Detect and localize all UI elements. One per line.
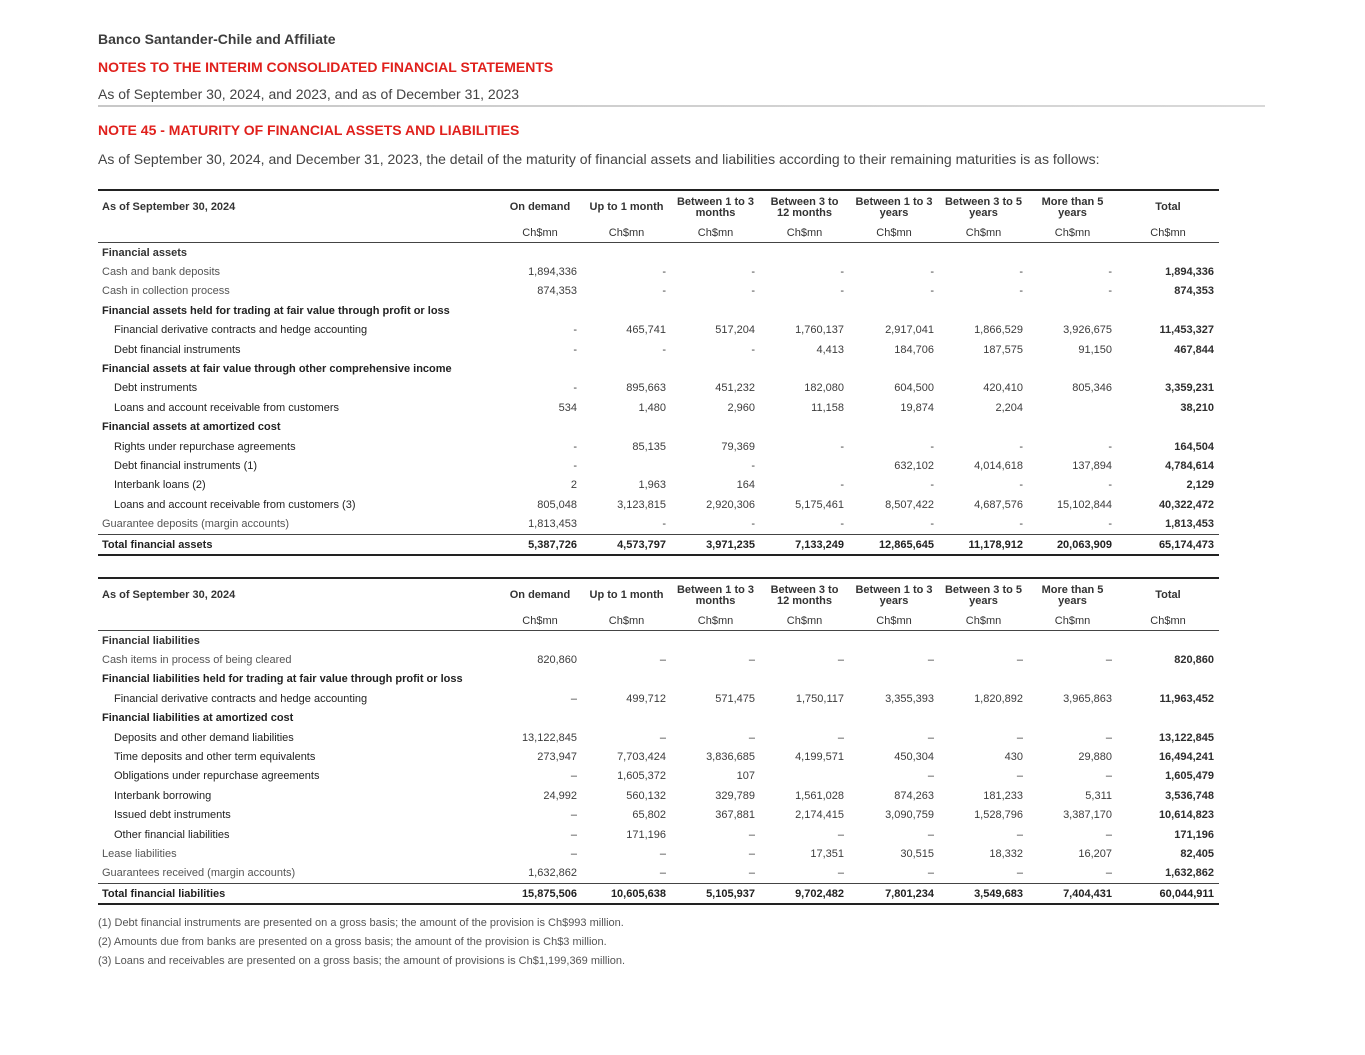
assets-unit-row bbox=[98, 224, 1219, 243]
assets-header-row bbox=[98, 190, 1219, 224]
cell-value: – bbox=[927, 770, 934, 783]
cell-value: – bbox=[1105, 770, 1112, 783]
cell-value: 571,475 bbox=[715, 692, 755, 705]
cell-value: 534 bbox=[558, 401, 577, 414]
cell-value: 8,507,422 bbox=[885, 498, 934, 511]
company-name: Banco Santander-Chile and Affiliate bbox=[98, 31, 336, 47]
cell-value: - bbox=[662, 266, 666, 279]
row-total-value: 10,614,823 bbox=[1158, 809, 1214, 822]
row-label: Obligations under repurchase agreements bbox=[114, 770, 320, 783]
table-row bbox=[98, 844, 1219, 863]
cell-value: – bbox=[1016, 731, 1023, 744]
unit-label: Ch$mn bbox=[939, 224, 1028, 243]
unit-label: Ch$mn bbox=[1117, 224, 1219, 243]
notes-title: NOTES TO THE INTERIM CONSOLIDATED FINANCIAL STATEMENTS bbox=[98, 59, 554, 75]
cell-value: 24,992 bbox=[543, 789, 577, 802]
liabilities-maturity-table bbox=[98, 577, 1219, 905]
row-label: Loans and account receivable from customers bbox=[114, 401, 340, 414]
row-total-value: 171,196 bbox=[1174, 828, 1214, 841]
cell-value: - bbox=[1019, 518, 1023, 531]
total-value: 7,404,431 bbox=[1028, 884, 1117, 905]
cell-value: 30,515 bbox=[900, 847, 934, 860]
cell-value: 137,894 bbox=[1072, 459, 1112, 472]
total-value: 5,105,937 bbox=[671, 884, 760, 905]
subsection-row bbox=[98, 301, 1219, 320]
cell-value: - bbox=[1108, 440, 1112, 453]
cell-value: - bbox=[840, 266, 844, 279]
cell-value: 874,353 bbox=[537, 285, 577, 298]
cell-value: - bbox=[1108, 479, 1112, 492]
col-up-to-1-month: Up to 1 month bbox=[582, 578, 671, 612]
cell-value: 1,750,117 bbox=[795, 692, 844, 705]
table-row bbox=[98, 437, 1219, 456]
col-more-than-5-years: More than 5 years bbox=[1028, 190, 1117, 224]
total-value: 11,178,912 bbox=[939, 534, 1028, 555]
cell-value: 171,196 bbox=[626, 828, 666, 841]
cell-value: - bbox=[751, 285, 755, 298]
cell-value: – bbox=[1016, 654, 1023, 667]
row-total-value: 1,632,862 bbox=[1165, 867, 1214, 880]
cell-value: – bbox=[1105, 654, 1112, 667]
cell-value: 7,703,424 bbox=[617, 751, 666, 764]
row-total-value: 4,784,614 bbox=[1165, 459, 1214, 472]
cell-value: 4,014,618 bbox=[974, 459, 1023, 472]
assets-maturity-table bbox=[98, 189, 1219, 556]
cell-value: 3,090,759 bbox=[885, 809, 934, 822]
cell-value: 3,965,863 bbox=[1063, 692, 1112, 705]
cell-value: – bbox=[570, 847, 577, 860]
cell-value: 2,960 bbox=[727, 401, 755, 414]
cell-value: 517,204 bbox=[715, 324, 755, 337]
cell-value: 17,351 bbox=[810, 847, 844, 860]
cell-value: – bbox=[927, 731, 934, 744]
row-label: Financial derivative contracts and hedge accounting bbox=[114, 324, 368, 337]
cell-value: 560,132 bbox=[626, 789, 666, 802]
table-row bbox=[98, 495, 1219, 514]
assets-period: As of September 30, 2024 bbox=[98, 190, 498, 224]
subsection-row bbox=[98, 670, 1219, 689]
section-row bbox=[98, 631, 1219, 651]
cell-value bbox=[760, 767, 849, 786]
liabilities-header-row bbox=[98, 578, 1219, 612]
cell-value: 79,369 bbox=[721, 440, 755, 453]
table-row bbox=[98, 747, 1219, 766]
cell-value: 604,500 bbox=[894, 382, 934, 395]
table-row bbox=[98, 321, 1219, 340]
cell-value: 13,122,845 bbox=[521, 731, 577, 744]
total-value: 65,174,473 bbox=[1117, 534, 1219, 555]
cell-value: 420,410 bbox=[983, 382, 1023, 395]
cell-value: 499,712 bbox=[626, 692, 666, 705]
cell-value: 1,760,137 bbox=[795, 324, 844, 337]
cell-value: 451,232 bbox=[715, 382, 755, 395]
cell-value: 2,204 bbox=[995, 401, 1023, 414]
row-label: Deposits and other demand liabilities bbox=[114, 731, 294, 744]
row-total-value: 1,894,336 bbox=[1165, 266, 1214, 279]
cell-value: 874,263 bbox=[894, 789, 934, 802]
row-total-value: 467,844 bbox=[1174, 343, 1214, 356]
cell-value: - bbox=[573, 324, 577, 337]
table-row bbox=[98, 262, 1219, 281]
unit-label: Ch$mn bbox=[760, 224, 849, 243]
cell-value: - bbox=[840, 518, 844, 531]
row-label: Guarantees received (margin accounts) bbox=[102, 867, 296, 880]
row-label: Debt instruments bbox=[114, 382, 198, 395]
cell-value: 5,175,461 bbox=[795, 498, 844, 511]
cell-value: - bbox=[751, 343, 755, 356]
cell-value: - bbox=[930, 285, 934, 298]
cell-value: – bbox=[748, 731, 755, 744]
table-row bbox=[98, 825, 1219, 844]
subsection-label: Financial assets at amortized cost bbox=[102, 421, 281, 434]
total-row bbox=[98, 534, 1219, 555]
cell-value: 15,102,844 bbox=[1056, 498, 1112, 511]
subsection-label: Financial liabilities at amortized cost bbox=[102, 712, 294, 725]
cell-value: 2,920,306 bbox=[706, 498, 755, 511]
table-row bbox=[98, 398, 1219, 417]
cell-value: – bbox=[927, 828, 934, 841]
cell-value: 1,894,336 bbox=[528, 266, 577, 279]
col-total: Total bbox=[1117, 190, 1219, 224]
cell-value: 1,813,453 bbox=[528, 518, 577, 531]
table-row bbox=[98, 282, 1219, 301]
cell-value: – bbox=[1016, 828, 1023, 841]
unit-label: Ch$mn bbox=[939, 612, 1028, 631]
as-of-date: As of September 30, 2024, and 2023, and as of December 31, 2023 bbox=[98, 86, 520, 102]
row-label: Cash in collection process bbox=[102, 285, 230, 298]
unit-label: Ch$mn bbox=[671, 612, 760, 631]
col-1-to-3-months: Between 1 to 3 months bbox=[671, 578, 760, 612]
row-label: Other financial liabilities bbox=[114, 828, 230, 841]
cell-value: 1,480 bbox=[638, 401, 666, 414]
table-row bbox=[98, 864, 1219, 884]
total-value: 7,801,234 bbox=[849, 884, 939, 905]
section-label: Financial assets bbox=[102, 246, 187, 259]
cell-value: – bbox=[1105, 867, 1112, 880]
total-label: Total financial liabilities bbox=[98, 884, 498, 905]
unit-label: Ch$mn bbox=[671, 224, 760, 243]
subsection-label: Financial assets held for trading at fair value through profit or loss bbox=[102, 304, 450, 317]
cell-value: - bbox=[1019, 479, 1023, 492]
col-up-to-1-month: Up to 1 month bbox=[582, 190, 671, 224]
row-label: Interbank loans (2) bbox=[114, 479, 206, 492]
cell-value: – bbox=[748, 654, 755, 667]
cell-value: - bbox=[751, 266, 755, 279]
cell-value: 1,561,028 bbox=[795, 789, 844, 802]
cell-value: 1,963 bbox=[638, 479, 666, 492]
col-1-to-3-years: Between 1 to 3 years bbox=[849, 190, 939, 224]
row-total-value: 82,405 bbox=[1180, 847, 1214, 860]
cell-value: – bbox=[927, 867, 934, 880]
cell-value: 91,150 bbox=[1078, 343, 1112, 356]
note-title: NOTE 45 - MATURITY OF FINANCIAL ASSETS AND LIABILITIES bbox=[98, 122, 520, 138]
col-on-demand: On demand bbox=[498, 190, 582, 224]
total-value: 3,971,235 bbox=[671, 534, 760, 555]
row-total-value: 38,210 bbox=[1180, 401, 1214, 414]
cell-value: 450,304 bbox=[894, 751, 934, 764]
cell-value: – bbox=[927, 654, 934, 667]
row-label: Issued debt instruments bbox=[114, 809, 231, 822]
row-total-value: 3,359,231 bbox=[1165, 382, 1214, 395]
unit-label: Ch$mn bbox=[1117, 612, 1219, 631]
col-3-to-12-months: Between 3 to 12 months bbox=[760, 578, 849, 612]
table-row bbox=[98, 806, 1219, 825]
cell-value: 805,048 bbox=[537, 498, 577, 511]
cell-value: – bbox=[837, 654, 844, 667]
cell-value: – bbox=[837, 731, 844, 744]
cell-value: – bbox=[1105, 731, 1112, 744]
table-row bbox=[98, 514, 1219, 534]
row-label: Loans and account receivable from customers (3) bbox=[114, 498, 356, 511]
cell-value: – bbox=[748, 847, 755, 860]
unit-label: Ch$mn bbox=[1028, 224, 1117, 243]
cell-value: 18,332 bbox=[989, 847, 1023, 860]
cell-value: - bbox=[1108, 266, 1112, 279]
table-row bbox=[98, 689, 1219, 708]
cell-value: 367,881 bbox=[715, 809, 755, 822]
table-row bbox=[98, 650, 1219, 669]
cell-value: 430 bbox=[1004, 751, 1023, 764]
row-total-value: 11,453,327 bbox=[1159, 324, 1214, 337]
cell-value: 1,528,796 bbox=[974, 809, 1023, 822]
cell-value: 4,413 bbox=[816, 343, 844, 356]
cell-value: 465,741 bbox=[626, 324, 666, 337]
cell-value: – bbox=[1105, 828, 1112, 841]
row-label: Guarantee deposits (margin accounts) bbox=[102, 518, 290, 531]
cell-value: – bbox=[1016, 867, 1023, 880]
col-on-demand: On demand bbox=[498, 578, 582, 612]
cell-value: 2 bbox=[570, 479, 577, 492]
table-row bbox=[98, 340, 1219, 359]
row-label: Debt financial instruments (1) bbox=[114, 459, 258, 472]
cell-value: 187,575 bbox=[983, 343, 1023, 356]
table-row bbox=[98, 786, 1219, 805]
subsection-row bbox=[98, 709, 1219, 728]
cell-value: - bbox=[573, 440, 577, 453]
subsection-row bbox=[98, 359, 1219, 378]
cell-value: – bbox=[1016, 770, 1023, 783]
cell-value: 3,123,815 bbox=[617, 498, 666, 511]
cell-value: 11,158 bbox=[811, 401, 844, 414]
cell-value: - bbox=[930, 518, 934, 531]
cell-value: 29,880 bbox=[1078, 751, 1112, 764]
footnote-3: (3) Loans and receivables are presented on a gross basis; the amount of provisions is Ch$1,199,369 million. bbox=[98, 955, 626, 967]
cell-value: 1,632,862 bbox=[528, 867, 577, 880]
liabilities-unit-row bbox=[98, 612, 1219, 631]
row-total-value: 3,536,748 bbox=[1165, 789, 1214, 802]
cell-value: - bbox=[930, 440, 934, 453]
row-total-value: 1,605,479 bbox=[1165, 770, 1214, 783]
cell-value: 895,663 bbox=[626, 382, 666, 395]
row-total-value: 16,494,241 bbox=[1158, 751, 1214, 764]
cell-value: – bbox=[570, 692, 577, 705]
total-value: 60,044,911 bbox=[1117, 884, 1219, 905]
footnote-1: (1) Debt financial instruments are presented on a gross basis; the amount of the provision is Ch$993 million. bbox=[98, 917, 624, 929]
row-label: Debt financial instruments bbox=[114, 343, 241, 356]
row-label: Rights under repurchase agreements bbox=[114, 440, 296, 453]
cell-value: 2,917,041 bbox=[885, 324, 934, 337]
cell-value: 65,802 bbox=[632, 809, 666, 822]
table-row bbox=[98, 728, 1219, 747]
cell-value: 1,605,372 bbox=[617, 770, 666, 783]
cell-value: 1,820,892 bbox=[974, 692, 1023, 705]
cell-value: - bbox=[662, 518, 666, 531]
cell-value: 805,346 bbox=[1072, 382, 1112, 395]
unit-label: Ch$mn bbox=[582, 612, 671, 631]
cell-value: 5,311 bbox=[1085, 789, 1112, 802]
cell-value: – bbox=[570, 809, 577, 822]
cell-value: – bbox=[659, 867, 666, 880]
cell-value: 164 bbox=[736, 479, 755, 492]
cell-value bbox=[1028, 398, 1117, 417]
cell-value: – bbox=[659, 847, 666, 860]
cell-value: - bbox=[751, 459, 755, 472]
cell-value: 3,836,685 bbox=[706, 751, 755, 764]
cell-value: - bbox=[930, 266, 934, 279]
cell-value: 16,207 bbox=[1078, 847, 1112, 860]
row-total-value: 13,122,845 bbox=[1158, 731, 1214, 744]
table-row bbox=[98, 476, 1219, 495]
total-value: 20,063,909 bbox=[1028, 534, 1117, 555]
total-value: 10,605,638 bbox=[582, 884, 671, 905]
row-label: Cash items in process of being cleared bbox=[102, 654, 292, 667]
total-value: 3,549,683 bbox=[939, 884, 1028, 905]
cell-value: - bbox=[1019, 440, 1023, 453]
cell-value: - bbox=[1108, 518, 1112, 531]
col-3-to-5-years: Between 3 to 5 years bbox=[939, 578, 1028, 612]
row-label: Time deposits and other term equivalents bbox=[114, 751, 316, 764]
cell-value: - bbox=[840, 479, 844, 492]
subsection-row bbox=[98, 418, 1219, 437]
col-3-to-5-years: Between 3 to 5 years bbox=[939, 190, 1028, 224]
subsection-label: Financial assets at fair value through other comprehensive income bbox=[102, 363, 452, 376]
row-label: Financial derivative contracts and hedge accounting bbox=[114, 692, 368, 705]
cell-value: – bbox=[748, 867, 755, 880]
row-total-value: 164,504 bbox=[1174, 440, 1214, 453]
cell-value: 2,174,415 bbox=[795, 809, 844, 822]
cell-value: 4,199,571 bbox=[795, 751, 844, 764]
row-label: Cash and bank deposits bbox=[102, 266, 221, 279]
total-value: 4,573,797 bbox=[582, 534, 671, 555]
col-total: Total bbox=[1117, 578, 1219, 612]
table-row bbox=[98, 456, 1219, 475]
unit-label: Ch$mn bbox=[1028, 612, 1117, 631]
cell-value: 19,874 bbox=[900, 401, 934, 414]
cell-value: - bbox=[1019, 266, 1023, 279]
cell-value: 329,789 bbox=[715, 789, 755, 802]
col-1-to-3-years: Between 1 to 3 years bbox=[849, 578, 939, 612]
cell-value: – bbox=[837, 867, 844, 880]
cell-value: – bbox=[837, 828, 844, 841]
cell-value: 3,387,170 bbox=[1063, 809, 1112, 822]
row-total-value: 11,963,452 bbox=[1159, 692, 1214, 705]
cell-value: – bbox=[659, 731, 666, 744]
table-row bbox=[98, 379, 1219, 398]
cell-value: - bbox=[1108, 285, 1112, 298]
cell-value: 632,102 bbox=[894, 459, 934, 472]
cell-value: 820,860 bbox=[537, 654, 577, 667]
row-total-value: 1,813,453 bbox=[1165, 518, 1214, 531]
cell-value: - bbox=[662, 343, 666, 356]
cell-value: - bbox=[573, 343, 577, 356]
cell-value: 182,080 bbox=[804, 382, 844, 395]
cell-value: – bbox=[570, 828, 577, 841]
cell-value: - bbox=[840, 440, 844, 453]
row-label: Lease liabilities bbox=[102, 847, 177, 860]
unit-label: Ch$mn bbox=[498, 612, 582, 631]
col-3-to-12-months: Between 3 to 12 months bbox=[760, 190, 849, 224]
cell-value: - bbox=[662, 285, 666, 298]
liabilities-period: As of September 30, 2024 bbox=[98, 578, 498, 612]
cell-value: 273,947 bbox=[537, 751, 577, 764]
unit-label: Ch$mn bbox=[498, 224, 582, 243]
cell-value: – bbox=[748, 828, 755, 841]
footnote-2: (2) Amounts due from banks are presented on a gross basis; the amount of the provision is Ch$3 million. bbox=[98, 936, 607, 948]
cell-value: – bbox=[570, 770, 577, 783]
header-divider bbox=[98, 105, 1265, 107]
section-label: Financial liabilities bbox=[102, 634, 200, 647]
section-row bbox=[98, 243, 1219, 263]
cell-value: - bbox=[751, 518, 755, 531]
unit-label: Ch$mn bbox=[582, 224, 671, 243]
cell-value: 85,135 bbox=[632, 440, 666, 453]
cell-value bbox=[582, 456, 671, 475]
cell-value: - bbox=[573, 459, 577, 472]
cell-value: 181,233 bbox=[983, 789, 1023, 802]
cell-value: - bbox=[930, 479, 934, 492]
subsection-label: Financial liabilities held for trading at fair value through profit or loss bbox=[102, 673, 463, 686]
cell-value: 184,706 bbox=[894, 343, 934, 356]
cell-value: 1,866,529 bbox=[974, 324, 1023, 337]
total-row bbox=[98, 884, 1219, 905]
row-total-value: 874,353 bbox=[1174, 285, 1214, 298]
unit-label: Ch$mn bbox=[849, 224, 939, 243]
row-total-value: 2,129 bbox=[1186, 479, 1214, 492]
row-total-value: 40,322,472 bbox=[1158, 498, 1214, 511]
total-value: 9,702,482 bbox=[760, 884, 849, 905]
table-row bbox=[98, 767, 1219, 786]
col-more-than-5-years: More than 5 years bbox=[1028, 578, 1117, 612]
cell-value: – bbox=[659, 654, 666, 667]
cell-value: 4,687,576 bbox=[974, 498, 1023, 511]
row-label: Interbank borrowing bbox=[114, 789, 212, 802]
unit-label: Ch$mn bbox=[849, 612, 939, 631]
note-intro: As of September 30, 2024, and December 31, 2023, the detail of the maturity of financial assets and liabilities according to their remaining maturities is as follows: bbox=[98, 151, 1100, 167]
cell-value: 107 bbox=[736, 770, 755, 783]
cell-value: - bbox=[573, 382, 577, 395]
row-total-value: 820,860 bbox=[1174, 654, 1214, 667]
total-value: 7,133,249 bbox=[760, 534, 849, 555]
unit-label: Ch$mn bbox=[760, 612, 849, 631]
cell-value bbox=[760, 456, 849, 475]
total-value: 12,865,645 bbox=[849, 534, 939, 555]
total-value: 5,387,726 bbox=[498, 534, 582, 555]
col-1-to-3-months: Between 1 to 3 months bbox=[671, 190, 760, 224]
total-value: 15,875,506 bbox=[498, 884, 582, 905]
cell-value: - bbox=[1019, 285, 1023, 298]
cell-value: - bbox=[840, 285, 844, 298]
cell-value: 3,926,675 bbox=[1063, 324, 1112, 337]
total-label: Total financial assets bbox=[98, 534, 498, 555]
cell-value: 3,355,393 bbox=[885, 692, 934, 705]
